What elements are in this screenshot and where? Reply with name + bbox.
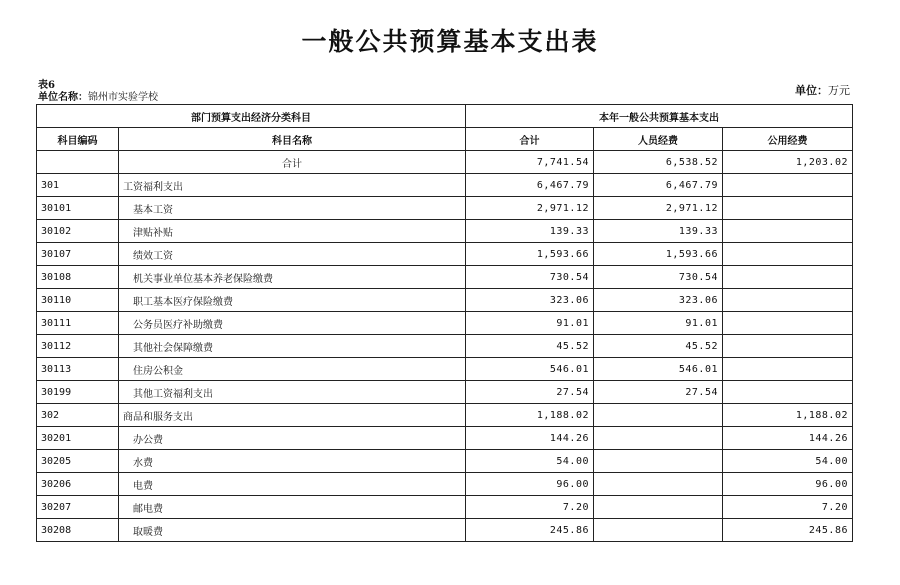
row-code: 30205 <box>37 450 119 473</box>
row-personnel <box>594 519 723 542</box>
row-personnel <box>594 496 723 519</box>
row-total: 730.54 <box>466 266 594 289</box>
header-row-columns <box>37 128 853 151</box>
row-personnel: 45.52 <box>594 335 723 358</box>
row-total: 1,593.66 <box>466 243 594 266</box>
table-row <box>37 381 853 404</box>
row-public <box>723 174 853 197</box>
row-code: 30207 <box>37 496 119 519</box>
row-total: 54.00 <box>466 450 594 473</box>
row-total: 139.33 <box>466 220 594 243</box>
row-name: 办公费 <box>119 427 466 450</box>
header-name: 科目名称 <box>119 128 466 151</box>
row-code: 30206 <box>37 473 119 496</box>
row-personnel: 91.01 <box>594 312 723 335</box>
table-row <box>37 289 853 312</box>
row-public <box>723 243 853 266</box>
row-code: 301 <box>37 174 119 197</box>
row-public <box>723 197 853 220</box>
header-total: 合计 <box>466 128 594 151</box>
row-total: 7.20 <box>466 496 594 519</box>
total-row-public: 1,203.02 <box>723 151 853 174</box>
row-code: 30110 <box>37 289 119 312</box>
row-name: 基本工资 <box>119 197 466 220</box>
row-name: 电费 <box>119 473 466 496</box>
header-row-group <box>37 105 853 128</box>
header-personnel: 人员经费 <box>594 128 723 151</box>
row-public <box>723 220 853 243</box>
row-personnel <box>594 404 723 427</box>
row-public: 54.00 <box>723 450 853 473</box>
page-title: 一般公共预算基本支出表 <box>301 27 599 56</box>
unit-name-line <box>38 92 158 104</box>
row-public <box>723 335 853 358</box>
row-total: 546.01 <box>466 358 594 381</box>
row-name: 工资福利支出 <box>119 174 466 197</box>
table-row <box>37 358 853 381</box>
row-public <box>723 358 853 381</box>
row-name: 商品和服务支出 <box>119 404 466 427</box>
row-total: 2,971.12 <box>466 197 594 220</box>
row-total: 144.26 <box>466 427 594 450</box>
table-row <box>37 404 853 427</box>
row-public: 1,188.02 <box>723 404 853 427</box>
unit-name-label: 单位名称： <box>38 92 88 103</box>
row-code: 30199 <box>37 381 119 404</box>
row-code: 30102 <box>37 220 119 243</box>
row-code: 30201 <box>37 427 119 450</box>
row-code: 30111 <box>37 312 119 335</box>
row-public: 144.26 <box>723 427 853 450</box>
table-row <box>37 473 853 496</box>
row-personnel: 27.54 <box>594 381 723 404</box>
table-row <box>37 427 853 450</box>
total-row-personnel: 6,538.52 <box>594 151 723 174</box>
row-personnel <box>594 427 723 450</box>
table-row <box>37 496 853 519</box>
expenditure-table <box>36 104 853 542</box>
unit-line <box>795 85 850 97</box>
unit-label: 单位： <box>795 84 828 97</box>
row-personnel: 1,593.66 <box>594 243 723 266</box>
row-personnel: 730.54 <box>594 266 723 289</box>
row-code: 30112 <box>37 335 119 358</box>
table-number: 表6 <box>38 80 55 91</box>
row-personnel <box>594 473 723 496</box>
row-code: 30108 <box>37 266 119 289</box>
header-public: 公用经费 <box>723 128 853 151</box>
row-personnel: 546.01 <box>594 358 723 381</box>
unit-name-value: 锦州市实验学校 <box>88 92 158 103</box>
table-row <box>37 266 853 289</box>
row-name: 取暖费 <box>119 519 466 542</box>
row-personnel <box>594 450 723 473</box>
row-total: 1,188.02 <box>466 404 594 427</box>
row-name: 津贴补贴 <box>119 220 466 243</box>
row-code: 302 <box>37 404 119 427</box>
table-row <box>37 243 853 266</box>
row-code: 30101 <box>37 197 119 220</box>
row-personnel: 139.33 <box>594 220 723 243</box>
row-public <box>723 266 853 289</box>
row-total: 27.54 <box>466 381 594 404</box>
row-total: 45.52 <box>466 335 594 358</box>
row-name: 住房公积金 <box>119 358 466 381</box>
row-code: 30208 <box>37 519 119 542</box>
row-name: 公务员医疗补助缴费 <box>119 312 466 335</box>
row-total: 91.01 <box>466 312 594 335</box>
table-row <box>37 519 853 542</box>
row-name: 职工基本医疗保险缴费 <box>119 289 466 312</box>
row-public <box>723 289 853 312</box>
row-personnel: 2,971.12 <box>594 197 723 220</box>
table-row <box>37 220 853 243</box>
row-public: 245.86 <box>723 519 853 542</box>
table-row <box>37 174 853 197</box>
row-name: 邮电费 <box>119 496 466 519</box>
table-row <box>37 312 853 335</box>
row-name: 机关事业单位基本养老保险缴费 <box>119 266 466 289</box>
total-row <box>37 151 853 174</box>
row-name: 绩效工资 <box>119 243 466 266</box>
row-name: 其他工资福利支出 <box>119 381 466 404</box>
table-row <box>37 450 853 473</box>
total-row-label: 合计 <box>119 151 466 174</box>
row-total: 245.86 <box>466 519 594 542</box>
header-group-expenditure: 本年一般公共预算基本支出 <box>466 105 853 128</box>
total-row-total: 7,741.54 <box>466 151 594 174</box>
row-name: 水费 <box>119 450 466 473</box>
row-personnel: 323.06 <box>594 289 723 312</box>
row-total: 323.06 <box>466 289 594 312</box>
row-public: 96.00 <box>723 473 853 496</box>
row-code: 30107 <box>37 243 119 266</box>
row-public: 7.20 <box>723 496 853 519</box>
header-code: 科目编码 <box>37 128 119 151</box>
row-total: 6,467.79 <box>466 174 594 197</box>
row-code: 30113 <box>37 358 119 381</box>
row-public <box>723 312 853 335</box>
header-group-classification: 部门预算支出经济分类科目 <box>37 105 466 128</box>
total-row-code <box>37 151 119 174</box>
unit-value: 万元 <box>828 84 850 97</box>
row-public <box>723 381 853 404</box>
row-name: 其他社会保障缴费 <box>119 335 466 358</box>
table-row <box>37 335 853 358</box>
row-personnel: 6,467.79 <box>594 174 723 197</box>
table-row <box>37 197 853 220</box>
row-total: 96.00 <box>466 473 594 496</box>
